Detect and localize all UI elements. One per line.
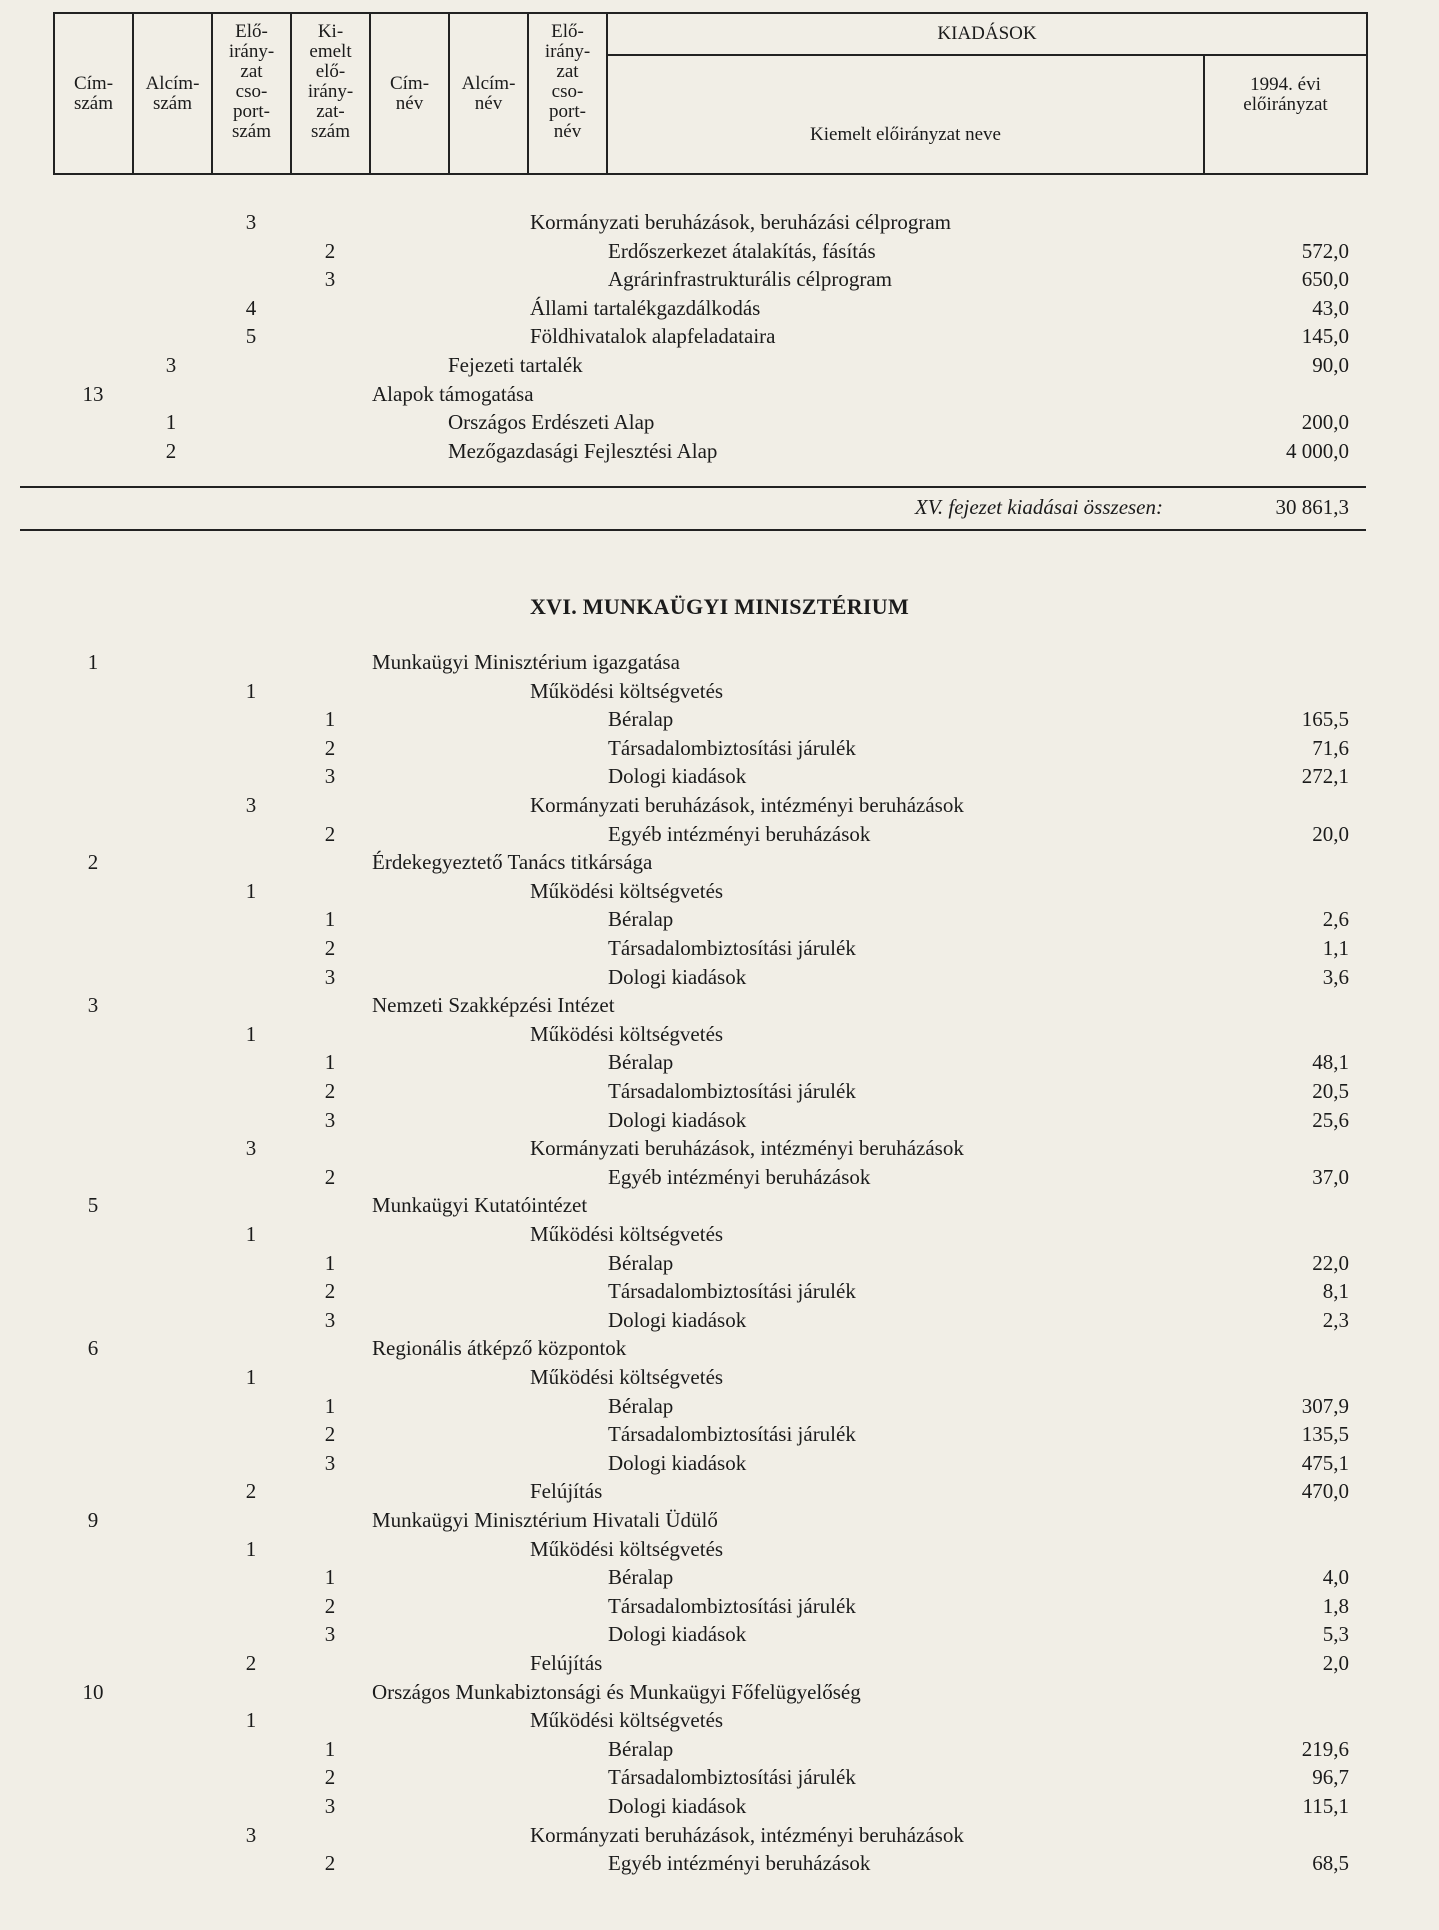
row-name: Mezőgazdasági Fejlesztési Alap xyxy=(448,438,718,463)
row-name: Regionális átképző központok xyxy=(372,1336,627,1361)
row-amount: 71,6 xyxy=(1312,735,1349,760)
row-number: 3 xyxy=(245,1822,257,1847)
row-number: 2 xyxy=(324,1593,336,1618)
row-number: 3 xyxy=(324,1622,336,1647)
total-rule-bottom xyxy=(20,529,1366,531)
row-amount: 20,5 xyxy=(1312,1079,1349,1103)
row-name: Dologi kiadások xyxy=(608,1622,747,1647)
row-number: 2 xyxy=(324,821,336,846)
row-name: Munkaügyi Minisztérium igazgatása xyxy=(372,650,680,674)
row-name: Béralap xyxy=(608,707,674,732)
table-row xyxy=(0,380,1439,408)
row-number: 3 xyxy=(324,1107,336,1132)
row-amount: 470,0 xyxy=(1301,1479,1349,1504)
header-eloiranyzat-csoport-nev: Elő- irány- zat cso- port- név xyxy=(528,13,607,174)
row-name: Munkaügyi Minisztérium Hivatali Üdülő xyxy=(372,1508,718,1532)
table-row xyxy=(0,1220,1439,1248)
table-row xyxy=(0,648,1439,676)
header-kiadasok: KIADÁSOK xyxy=(607,13,1367,55)
table-row xyxy=(0,1249,1439,1277)
row-name: Működési költségvetés xyxy=(530,878,724,903)
table-row xyxy=(0,294,1439,322)
row-amount: 43,0 xyxy=(1312,295,1349,320)
row-name: Egyéb intézményi beruházások xyxy=(608,821,871,846)
row-name: Dologi kiadások xyxy=(608,1794,747,1818)
row-name: Állami tartalékgazdálkodás xyxy=(530,295,761,320)
table-row xyxy=(0,1735,1439,1763)
table-row xyxy=(0,791,1439,819)
header-cim-nev: Cím- név xyxy=(370,13,449,174)
table-row xyxy=(0,1106,1439,1134)
row-amount: 165,5 xyxy=(1301,707,1349,732)
table-row xyxy=(0,934,1439,962)
row-amount: 135,5 xyxy=(1301,1422,1349,1447)
table-row xyxy=(0,705,1439,733)
row-number: 2 xyxy=(324,1279,336,1304)
row-amount: 2,3 xyxy=(1322,1307,1349,1332)
row-amount: 572,0 xyxy=(1301,238,1349,263)
row-number: 1 xyxy=(245,1708,257,1733)
table-row xyxy=(0,1706,1439,1734)
row-amount: 5,3 xyxy=(1322,1622,1349,1647)
row-name: Béralap xyxy=(608,1736,674,1761)
row-amount: 20,0 xyxy=(1312,821,1349,846)
row-number: 1 xyxy=(324,1250,336,1275)
row-name: Felújítás xyxy=(530,1479,603,1504)
row-number: 3 xyxy=(87,993,99,1018)
table-row xyxy=(0,1449,1439,1477)
row-number: 2 xyxy=(324,1422,336,1447)
row-amount: 115,1 xyxy=(1302,1794,1349,1818)
row-name: Társadalombiztosítási járulék xyxy=(608,936,856,960)
row-name: Alapok támogatása xyxy=(372,381,534,406)
table-row xyxy=(0,1849,1439,1877)
row-number: 3 xyxy=(324,267,336,292)
row-name: Társadalombiztosítási járulék xyxy=(608,1593,856,1618)
row-amount: 8,1 xyxy=(1322,1279,1349,1304)
table-row xyxy=(0,1678,1439,1706)
row-name: Társadalombiztosítási járulék xyxy=(608,1279,856,1304)
xv-total-label: XV. fejezet kiadásai összesen: xyxy=(914,495,1163,519)
row-name: Társadalombiztosítási járulék xyxy=(608,1079,856,1103)
row-name: Működési költségvetés xyxy=(530,1708,724,1733)
row-number: 1 xyxy=(324,1050,336,1075)
row-number: 2 xyxy=(324,238,336,263)
table-row xyxy=(0,905,1439,933)
table-row xyxy=(0,1363,1439,1391)
row-amount: 48,1 xyxy=(1312,1050,1349,1075)
row-name: Nemzeti Szakképzési Intézet xyxy=(372,993,615,1018)
row-amount: 307,9 xyxy=(1301,1393,1349,1418)
row-amount: 37,0 xyxy=(1312,1164,1349,1189)
table-row xyxy=(0,1649,1439,1677)
row-number: 3 xyxy=(245,1136,257,1161)
row-number: 2 xyxy=(324,936,336,960)
row-name: Dologi kiadások xyxy=(608,964,747,989)
header-alcim-nev: Alcím- név xyxy=(449,13,528,174)
row-number: 1 xyxy=(324,707,336,732)
xv-total-amount: 30 861,3 xyxy=(1275,495,1349,519)
row-amount: 2,0 xyxy=(1322,1651,1349,1675)
table-row xyxy=(0,1334,1439,1362)
row-number: 1 xyxy=(245,1222,257,1246)
row-name: Érdekegyeztető Tanács titkársága xyxy=(372,850,653,875)
row-amount: 650,0 xyxy=(1301,267,1349,292)
row-amount: 3,6 xyxy=(1322,964,1349,989)
row-name: Dologi kiadások xyxy=(608,764,747,789)
row-number: 4 xyxy=(245,295,257,320)
table-row xyxy=(0,1506,1439,1534)
row-name: Agrárinfrastrukturális célprogram xyxy=(608,267,892,292)
row-number: 3 xyxy=(245,793,257,817)
row-name: Fejezeti tartalék xyxy=(448,353,583,377)
row-amount: 68,5 xyxy=(1312,1851,1349,1876)
table-row xyxy=(0,1163,1439,1191)
row-number: 5 xyxy=(87,1193,99,1218)
row-name: Földhivatalok alapfeladataira xyxy=(530,324,776,349)
row-number: 2 xyxy=(324,1851,336,1876)
row-number: 1 xyxy=(245,1536,257,1561)
row-number: 3 xyxy=(165,353,177,377)
row-number: 3 xyxy=(324,964,336,989)
header-kiemelt-eloiranyzat-neve: Kiemelt előirányzat neve xyxy=(607,55,1204,174)
row-number: 1 xyxy=(87,650,99,674)
row-name: Kormányzati beruházások, intézményi beruházások xyxy=(530,1136,964,1161)
row-number: 2 xyxy=(165,438,177,463)
row-number: 1 xyxy=(324,1736,336,1761)
row-number: 1 xyxy=(165,410,177,435)
row-amount: 475,1 xyxy=(1301,1450,1349,1475)
row-name: Kormányzati beruházások, intézményi beruházások xyxy=(530,1822,964,1847)
table-row xyxy=(0,208,1439,236)
table-row xyxy=(0,1020,1439,1048)
row-name: Társadalombiztosítási járulék xyxy=(608,735,856,760)
row-amount: 219,6 xyxy=(1301,1736,1349,1761)
row-number: 3 xyxy=(324,764,336,789)
row-name: Dologi kiadások xyxy=(608,1307,747,1332)
row-number: 13 xyxy=(82,381,104,406)
table-row xyxy=(0,1420,1439,1448)
row-amount: 22,0 xyxy=(1312,1250,1349,1275)
table-row xyxy=(0,1592,1439,1620)
row-name: Dologi kiadások xyxy=(608,1450,747,1475)
header-kiemelt-eloiranyzat-szam: Ki- emelt elő- irány- zat- szám xyxy=(291,13,370,174)
row-number: 1 xyxy=(245,678,257,703)
table-row xyxy=(0,991,1439,1019)
row-amount: 4,0 xyxy=(1322,1565,1349,1590)
row-number: 2 xyxy=(324,735,336,760)
row-name: Országos Munkabiztonsági és Munkaügyi Főfelügyelőség xyxy=(372,1679,861,1704)
row-number: 3 xyxy=(324,1450,336,1475)
row-name: Béralap xyxy=(608,907,674,932)
table-row xyxy=(0,1792,1439,1820)
row-name: Működési költségvetés xyxy=(530,678,724,703)
row-amount: 4 000,0 xyxy=(1286,438,1349,463)
row-number: 5 xyxy=(245,324,257,349)
table-row xyxy=(0,1134,1439,1162)
table-row xyxy=(0,877,1439,905)
table-row xyxy=(0,677,1439,705)
row-number: 6 xyxy=(87,1336,99,1361)
table-row xyxy=(0,1191,1439,1219)
table-row xyxy=(0,408,1439,436)
row-number: 1 xyxy=(324,907,336,932)
table-row xyxy=(0,1563,1439,1591)
row-name: Egyéb intézményi beruházások xyxy=(608,1164,871,1189)
header-cim-szam: Cím- szám xyxy=(54,13,133,174)
row-name: Kormányzati beruházások, intézményi beruházások xyxy=(530,793,964,817)
row-name: Kormányzati beruházások, beruházási célprogram xyxy=(530,210,951,234)
row-name: Felújítás xyxy=(530,1651,603,1675)
row-amount: 1,8 xyxy=(1322,1593,1349,1618)
table-row xyxy=(0,437,1439,465)
table-row xyxy=(0,1048,1439,1076)
header-alcim-szam: Alcím- szám xyxy=(133,13,212,174)
header-eloiranyzat-csoport-szam: Elő- irány- zat cso- port- szám xyxy=(212,13,291,174)
row-amount: 272,1 xyxy=(1301,764,1349,789)
row-number: 2 xyxy=(324,1164,336,1189)
row-name: Működési költségvetés xyxy=(530,1536,724,1561)
row-number: 2 xyxy=(87,850,99,875)
row-number: 9 xyxy=(87,1508,99,1532)
row-number: 3 xyxy=(245,210,257,234)
row-number: 3 xyxy=(324,1307,336,1332)
table-row xyxy=(0,1535,1439,1563)
row-number: 2 xyxy=(324,1079,336,1103)
row-number: 10 xyxy=(82,1679,104,1704)
row-amount: 200,0 xyxy=(1301,410,1349,435)
row-number: 1 xyxy=(324,1565,336,1590)
row-amount: 145,0 xyxy=(1301,324,1349,349)
table-row xyxy=(0,1620,1439,1648)
xv-total-row xyxy=(0,493,1439,521)
header-eloiranyzat-1994: 1994. évi előirányzat xyxy=(1204,55,1367,174)
row-number: 1 xyxy=(324,1393,336,1418)
row-amount: 90,0 xyxy=(1312,353,1349,377)
row-name: Béralap xyxy=(608,1050,674,1075)
row-number: 1 xyxy=(245,1365,257,1389)
row-number: 2 xyxy=(245,1479,257,1504)
row-amount: 1,1 xyxy=(1322,936,1349,960)
row-name: Működési költségvetés xyxy=(530,1021,724,1046)
row-amount: 25,6 xyxy=(1312,1107,1349,1132)
row-name: Társadalombiztosítási járulék xyxy=(608,1422,856,1447)
row-name: Béralap xyxy=(608,1565,674,1590)
table-row xyxy=(0,1821,1439,1849)
row-name: Országos Erdészeti Alap xyxy=(448,410,655,435)
section-xvi-title: XVI. MUNKAÜGYI MINISZTÉRIUM xyxy=(529,594,910,619)
row-name: Erdőszerkezet átalakítás, fásítás xyxy=(608,238,876,263)
row-amount: 2,6 xyxy=(1322,907,1349,932)
row-amount: 96,7 xyxy=(1312,1765,1349,1790)
table-row xyxy=(0,734,1439,762)
table-row xyxy=(0,1306,1439,1334)
row-name: Működési költségvetés xyxy=(530,1365,724,1389)
row-number: 2 xyxy=(324,1765,336,1790)
table-row xyxy=(0,1277,1439,1305)
row-name: Béralap xyxy=(608,1250,674,1275)
table-row xyxy=(0,762,1439,790)
table-row xyxy=(0,963,1439,991)
table-row xyxy=(0,237,1439,265)
row-name: Egyéb intézményi beruházások xyxy=(608,1851,871,1876)
row-name: Munkaügyi Kutatóintézet xyxy=(372,1193,588,1218)
table-row xyxy=(0,1077,1439,1105)
row-name: Dologi kiadások xyxy=(608,1107,747,1132)
row-name: Társadalombiztosítási járulék xyxy=(608,1765,856,1790)
row-number: 1 xyxy=(245,1021,257,1046)
table-row xyxy=(0,1763,1439,1791)
total-rule-top xyxy=(20,486,1366,488)
table-row xyxy=(0,820,1439,848)
table-row xyxy=(0,351,1439,379)
table-row xyxy=(0,265,1439,293)
table-row xyxy=(0,1477,1439,1505)
table-row xyxy=(0,322,1439,350)
row-number: 1 xyxy=(245,878,257,903)
row-number: 3 xyxy=(324,1794,336,1818)
row-name: Béralap xyxy=(608,1393,674,1418)
row-number: 2 xyxy=(245,1651,257,1675)
table-row xyxy=(0,848,1439,876)
row-name: Működési költségvetés xyxy=(530,1222,724,1246)
table-row xyxy=(0,1392,1439,1420)
